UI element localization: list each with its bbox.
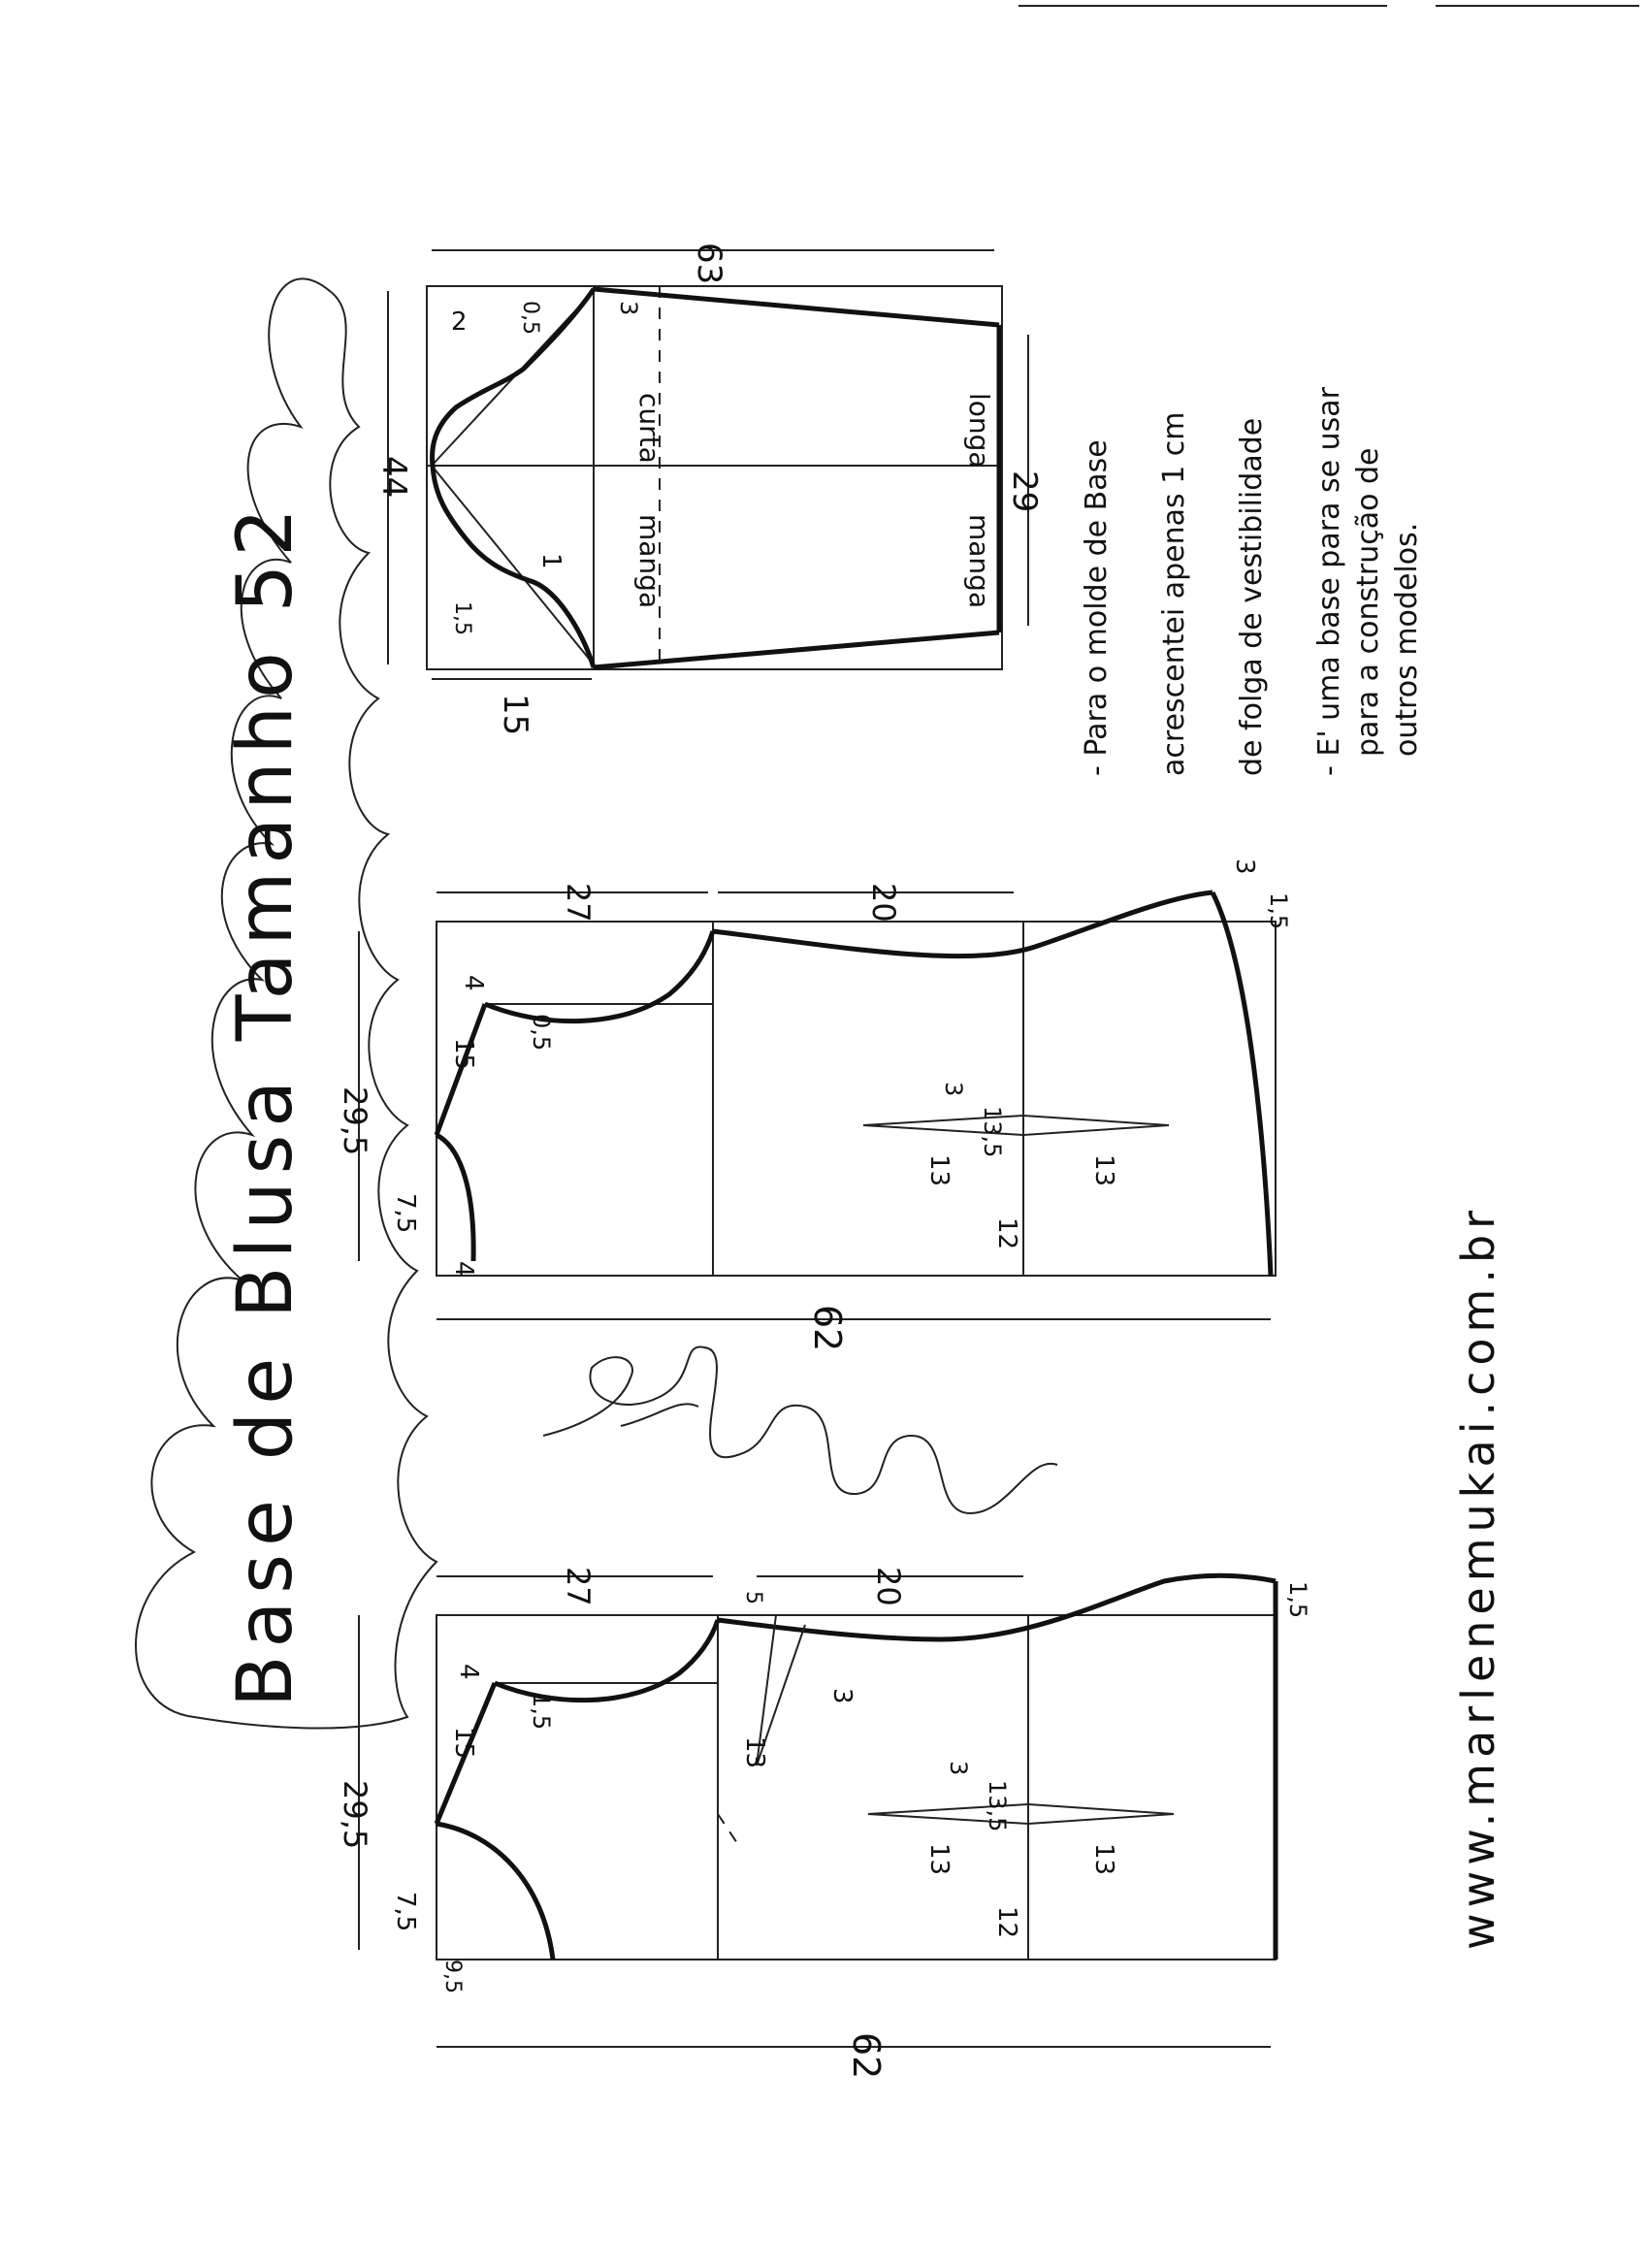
note-line-6: outros modelos. <box>1390 522 1424 757</box>
sleeve-cuff-label: 29 <box>1005 470 1044 513</box>
front-bust-dart-len: 13 <box>740 1736 769 1769</box>
front-dart-offset: 3 <box>945 1761 972 1776</box>
back-neck-width: 7,5 <box>391 1193 420 1234</box>
back-neck-depth: 4 <box>449 1261 478 1278</box>
back-hem-rise: 3 <box>1230 859 1259 875</box>
sleeve-mark-2: 2 <box>451 308 468 337</box>
note-line-3: de folga de vestibilidade <box>1235 417 1269 776</box>
back-dart-offset: 3 <box>940 1082 967 1097</box>
front-side-drop: 1,5 <box>1284 1581 1311 1619</box>
front-waist-to-hip: 20 <box>870 1567 907 1606</box>
front-length: 62 <box>845 2032 888 2080</box>
front-dart-up: 13 <box>924 1843 954 1876</box>
sleeve-mark-05: 0,5 <box>518 301 542 335</box>
note-line-1: - Para o molde de Base <box>1080 439 1114 776</box>
front-armhole-curve: 1,5 <box>528 1693 555 1731</box>
sleeve-mark-3: 3 <box>615 301 642 316</box>
back-width: 29,5 <box>337 1086 373 1156</box>
sleeve-length-label: 44 <box>374 456 413 499</box>
notes-block <box>1080 386 1424 776</box>
front-shoulder-drop: 4 <box>454 1664 483 1680</box>
front-dart-down: 13 <box>1089 1843 1118 1876</box>
title-text: Base de Blusa Tamanho 52 <box>222 501 309 1707</box>
front-shoulder: 15 <box>449 1727 478 1760</box>
back-shoulder-drop: 4 <box>459 975 488 991</box>
front-dart-side: 13,5 <box>984 1780 1011 1832</box>
note-line-5: para a construção de <box>1351 447 1385 757</box>
sleeve-label-manga-bottom: manga <box>963 514 995 609</box>
sleeve-mark-1: 1 <box>536 553 566 569</box>
back-armhole-curve: 0,5 <box>528 1014 555 1052</box>
front-bust-dart-top: 5 <box>741 1591 765 1604</box>
front-dart-base: 12 <box>992 1906 1021 1939</box>
back-dart-up: 13 <box>924 1154 954 1187</box>
back-waist-to-hip: 20 <box>865 883 902 923</box>
sleeve-label-curta: curta <box>633 393 665 464</box>
front-width: 29,5 <box>337 1780 373 1850</box>
back-dart-down: 13 <box>1089 1154 1118 1187</box>
back-shoulder: 15 <box>449 1038 478 1071</box>
signature <box>543 1346 1057 1513</box>
sleeve-width-label: 63 <box>690 243 728 285</box>
front-neck-width: 7,5 <box>391 1892 420 1932</box>
front-bust-dart-w: 3 <box>827 1688 857 1704</box>
front-armhole-depth: 27 <box>560 1567 597 1606</box>
sleeve-label-longa: longa <box>963 393 995 469</box>
back-dart-side: 13,5 <box>979 1106 1006 1158</box>
website-text: www.marlenemukai.com.br <box>1452 1204 1504 1950</box>
front-neck-depth: 9,5 <box>440 1960 465 1993</box>
note-line-2: acrescentei apenas 1 cm <box>1157 411 1191 776</box>
back-bodice-pattern <box>337 859 1292 1351</box>
note-line-4: - E' uma base para se usar <box>1312 387 1346 776</box>
back-length: 62 <box>806 1305 849 1352</box>
sleeve-cap-height-label: 15 <box>496 694 534 736</box>
sleeve-pattern <box>374 243 1044 735</box>
front-bodice-pattern <box>337 1567 1311 2079</box>
back-dart-base: 12 <box>992 1217 1021 1250</box>
sleeve-mark-15: 1,5 <box>450 601 474 635</box>
back-side-drop: 1,5 <box>1265 892 1292 930</box>
sleeve-label-manga-top: manga <box>633 514 665 609</box>
back-armhole-depth: 27 <box>560 883 597 923</box>
